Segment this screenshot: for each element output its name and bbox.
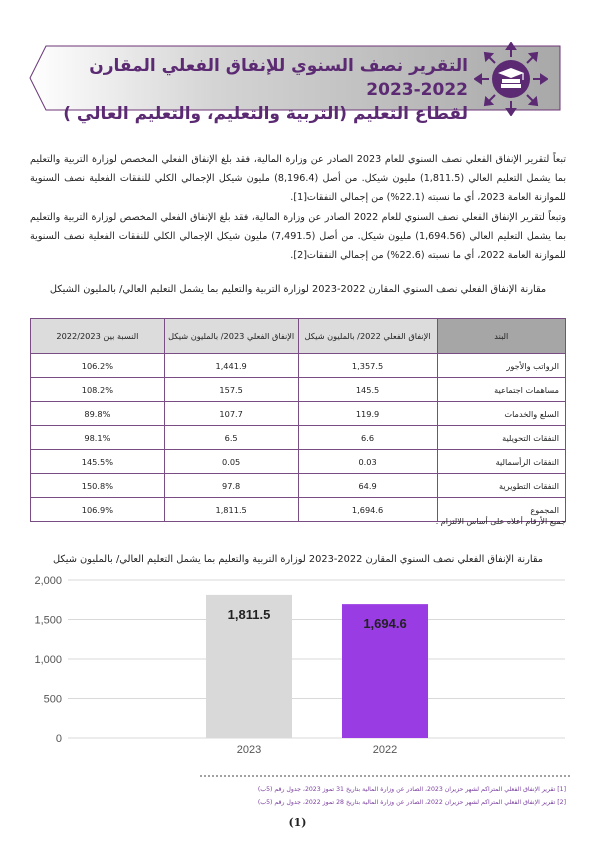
row-label: النفقات الرأسمالية [437,450,565,474]
row-label: مساهمات اجتماعية [437,378,565,402]
header-item: البند [437,319,565,354]
table-row [31,474,566,498]
header-2022: الإنفاق الفعلي 2022/ بالمليون شيكل [298,319,437,354]
cell-2022: 0.03 [298,450,437,474]
cell-ratio: 98.1% [31,426,165,450]
table-row [31,402,566,426]
title-line-1: التقرير نصف السنوي للإنفاق الفعلي المقارن 2022-2023 [89,56,468,100]
cell-ratio: 108.2% [31,378,165,402]
chart-title: مقارنة الإنفاق الفعلي نصف السنوي المقارن 2022-2023 لوزارة التربية والتعليم بما يشمل التعليم العالي/ بالمليون شيكل [52,554,544,565]
title-line-2: لقطاع التعليم (التربية والتعليم، والتعليم العالي ) [63,104,468,124]
cell-ratio: 106.9% [31,498,165,522]
bar-chart [0,570,595,770]
cell-ratio: 106.2% [31,354,165,378]
table-row [31,354,566,378]
cell-2023: 97.8 [164,474,298,498]
header-banner [24,40,568,124]
header-ratio: النسبة بين 2022/2023 [31,319,165,354]
cell-2022: 145.5 [298,378,437,402]
y-tick-label: 1,000 [34,654,62,666]
y-tick-label: 2,000 [34,575,62,587]
page-number: (1) [288,816,307,829]
intro-paragraph-2023: تبعاً لتقرير الإنفاق الفعلي نصف السنوي للعام 2023 الصادر عن وزارة المالية، فقد بلغ الإنفاق الفعلي المخصص لوزارة التربية والتعليم بما يشمل التعليم العالي (1,811.5) مليون شيكل. من أصل (8,196.4) مليون شيكل الإجمالي الكلي للنفقات الفعلية نصف السنوية للموازنة العامة 2023، أي ما نسبته (22.1%) من إجمالي النفقات[1]. [30,154,566,203]
row-label: النفقات التطويرية [437,474,565,498]
cell-ratio: 150.8% [31,474,165,498]
education-books-icon [474,42,548,116]
cell-2023: 1,811.5 [164,498,298,522]
data-label: 1,811.5 [227,606,271,622]
table-row [31,378,566,402]
y-tick-label: 500 [43,693,62,706]
cell-2023: 1,441.9 [164,354,298,378]
expenditure-table [30,318,566,522]
cell-ratio: 145.5% [31,450,165,474]
cell-2022: 1,357.5 [298,354,437,378]
cell-2022: 1,694.6 [298,498,437,522]
cell-2022: 64.9 [298,474,437,498]
cell-2023: 6.5 [164,426,298,450]
y-tick-label: 0 [55,733,62,745]
row-label: النفقات التحويلية [437,426,565,450]
footnote-divider [200,774,570,778]
table-row [31,426,566,450]
row-label: السلع والخدمات [437,402,565,426]
footnote-1: [1] تقرير الإنفاق الفعلي المتراكم لشهر حزيران 2023، الصادر عن وزارة المالية بتاريخ 31 تموز 2023، جدول رقم (5ب) [257,786,566,793]
y-tick-label: 1,500 [34,614,62,627]
footnote-2: [2] تقرير الإنفاق الفعلي المتراكم لشهر حزيران 2022، الصادر عن وزارة المالية بتاريخ 28 تموز 2022، جدول رقم (5ب) [257,799,566,806]
x-tick-label: 2022 [372,744,398,756]
cell-2023: 107.7 [164,402,298,426]
cell-2022: 6.6 [298,426,437,450]
cell-2023: 0.05 [164,450,298,474]
cell-ratio: 89.8% [31,402,165,426]
page-title [48,54,468,126]
table-header-row [31,319,566,354]
table-row [31,450,566,474]
row-label: الرواتب والأجور [437,354,565,378]
table-note: جميع الأرقام أعلاه على أساس الالتزام . [435,517,566,526]
header-2023: الإنفاق الفعلي 2023/ بالمليون شيكل [164,319,298,354]
x-tick-label: 2023 [236,744,262,756]
table-caption: مقارنة الإنفاق الفعلي نصف السنوي المقارن 2022-2023 لوزارة التربية والتعليم بما يشمل التعليم العالي/ بالمليون الشيكل [49,284,547,295]
cell-2023: 157.5 [164,378,298,402]
row-label: المجموع [437,498,565,522]
data-label: 1,694.6 [363,616,407,632]
intro-paragraph-2022: وتبعاً لتقرير الإنفاق الفعلي نصف السنوي للعام 2022 الصادر عن وزارة المالية، فقد بلغ الإنفاق الفعلي المخصص لوزارة التربية والتعليم بما يشمل التعليم العالي (1,694.56) مليون شيكل. من أصل (7,491.5) مليون شيكل الإجمالي الكلي للنفقات الفعلية نصف السنوية للموازنة العامة 2022، أي ما نسبته (22.6%) من إجمالي النفقات[2]. [30,212,567,261]
cell-2022: 119.9 [298,402,437,426]
